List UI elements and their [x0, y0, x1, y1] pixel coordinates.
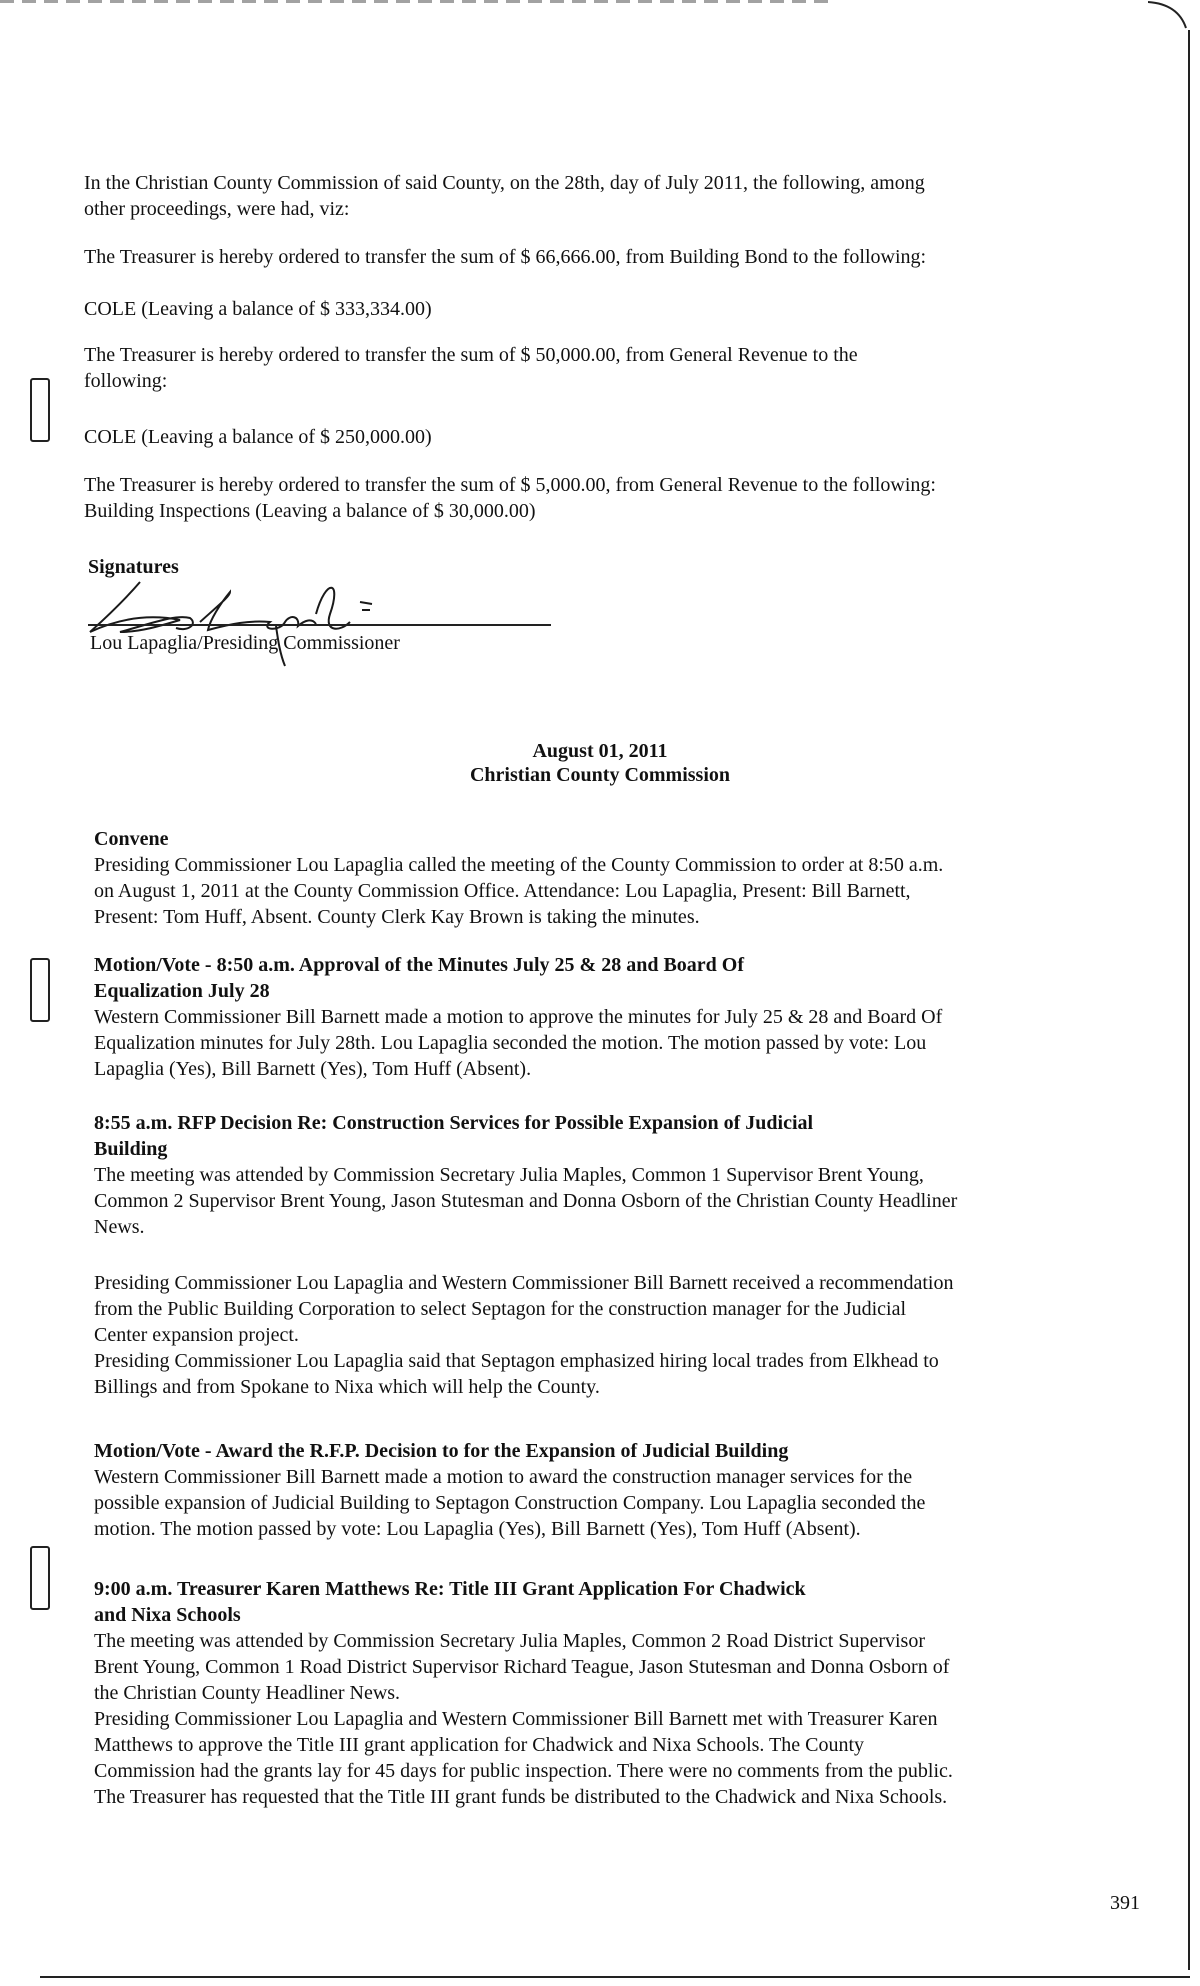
text-line: Billings and from Spokane to Nixa which will help the County.	[94, 1376, 600, 1398]
text-line: COLE (Leaving a balance of $ 250,000.00)	[84, 426, 432, 448]
section-convene	[94, 826, 943, 930]
transfer-balance	[84, 424, 432, 450]
text-line: Common 2 Supervisor Brent Young, Jason Stutesman and Donna Osborn of the Christian County Headliner	[94, 1190, 958, 1212]
text-line: Brent Young, Common 1 Road District Supervisor Richard Teague, Jason Stutesman and Donna Osborn of	[94, 1656, 950, 1678]
text-line: Present: Tom Huff, Absent. County Clerk Kay Brown is taking the minutes.	[94, 906, 700, 928]
binder-bracket	[30, 378, 50, 442]
text-line: Presiding Commissioner Lou Lapaglia and Western Commissioner Bill Barnett received a recommendation	[94, 1272, 954, 1294]
text-line: following:	[84, 370, 168, 392]
text-line: The Treasurer is hereby ordered to transfer the sum of $ 5,000.00, from General Revenue to the following:	[84, 474, 936, 496]
transfer-order	[84, 472, 936, 524]
section-heading: Motion/Vote - 8:50 a.m. Approval of the Minutes July 25 & 28 and Board Of	[94, 954, 745, 976]
section-heading: 8:55 a.m. RFP Decision Re: Construction Services for Possible Expansion of Judicial	[94, 1112, 814, 1134]
section-heading: Convene	[94, 828, 169, 850]
text-line: The meeting was attended by Commission Secretary Julia Maples, Common 1 Supervisor Brent Young,	[94, 1164, 924, 1186]
text-line: In the Christian County Commission of said County, on the 28th, day of July 2011, the following, among	[84, 172, 925, 194]
text-line: Western Commissioner Bill Barnett made a motion to approve the minutes for July 25 & 28 and Board Of	[94, 1006, 943, 1028]
text-line: Equalization minutes for July 28th. Lou Lapaglia seconded the motion. The motion passed by vote: Lou	[94, 1032, 927, 1054]
text-line: the Christian County Headliner News.	[94, 1682, 401, 1704]
text-line: Center expansion project.	[94, 1324, 299, 1346]
signature-caption: Lou Lapaglia/Presiding Commissioner	[90, 632, 400, 654]
section-rfp-decision	[94, 1110, 957, 1240]
text-line: The Treasurer is hereby ordered to transfer the sum of $ 66,666.00, from Building Bond to the following:	[84, 246, 927, 268]
intro-paragraph	[84, 170, 925, 222]
section-heading: Building	[94, 1138, 168, 1160]
text-line: The meeting was attended by Commission Secretary Julia Maples, Common 2 Road District Supervisor	[94, 1630, 925, 1652]
binder-bracket	[30, 958, 50, 1022]
page-right-edge	[1188, 30, 1190, 1970]
page-bottom-edge	[40, 1976, 1190, 1978]
signatures-heading: Signatures	[88, 556, 179, 578]
text-line: Presiding Commissioner Lou Lapaglia called the meeting of the County Commission to order at 8:50 a.m.	[94, 854, 944, 876]
text-line: COLE (Leaving a balance of $ 333,334.00)	[84, 298, 432, 320]
text-line: Presiding Commissioner Lou Lapaglia and Western Commissioner Bill Barnett met with Treasurer Karen	[94, 1708, 938, 1730]
transfer-balance	[84, 296, 432, 322]
text-line: from the Public Building Corporation to select Septagon for the construction manager for the Judicial	[94, 1298, 907, 1320]
text-line: Matthews to approve the Title III grant application for Chadwick and Nixa Schools. The County	[94, 1734, 865, 1756]
meeting-title: Christian County Commission	[469, 764, 731, 786]
scan-top-edge	[0, 0, 830, 3]
section-motion-minutes	[94, 952, 942, 1082]
text-line: motion. The motion passed by vote: Lou Lapaglia (Yes), Bill Barnett (Yes), Tom Huff (Absent).	[94, 1518, 861, 1540]
text-line: on August 1, 2011 at the County Commission Office. Attendance: Lou Lapaglia, Present: Bill Barnett,	[94, 880, 911, 902]
text-line: Western Commissioner Bill Barnett made a motion to award the construction manager services for the	[94, 1466, 913, 1488]
text-line: The Treasurer is hereby ordered to transfer the sum of $ 50,000.00, from General Revenue to the	[84, 344, 858, 366]
transfer-order	[84, 244, 926, 270]
section-treasurer	[94, 1576, 953, 1810]
text-line: Presiding Commissioner Lou Lapaglia said that Septagon emphasized hiring local trades from Elkhead to	[94, 1350, 939, 1372]
text-line: The Treasurer has requested that the Title III grant funds be distributed to the Chadwick and Nixa Schools.	[94, 1786, 948, 1808]
text-line: Lapaglia (Yes), Bill Barnett (Yes), Tom Huff (Absent).	[94, 1058, 532, 1080]
text-line: Commission had the grants lay for 45 days for public inspection. There were no comments from the public.	[94, 1760, 953, 1782]
meeting-date: August 01, 2011	[532, 740, 668, 762]
section-heading: Motion/Vote - Award the R.F.P. Decision to for the Expansion of Judicial Building	[94, 1440, 789, 1462]
text-line: Building Inspections (Leaving a balance of $ 30,000.00)	[84, 500, 536, 522]
section-rfp-paragraph	[94, 1270, 954, 1400]
section-heading: Equalization July 28	[94, 980, 270, 1002]
text-line: other proceedings, were had, viz:	[84, 198, 350, 220]
signature-line	[88, 624, 551, 626]
section-heading: and Nixa Schools	[94, 1604, 241, 1626]
page-number: 391	[1110, 1892, 1140, 1914]
section-heading: 9:00 a.m. Treasurer Karen Matthews Re: Title III Grant Application For Chadwick	[94, 1578, 806, 1600]
transfer-order	[84, 342, 858, 394]
page-corner-curl	[1148, 0, 1188, 30]
binder-bracket	[30, 1546, 50, 1610]
text-line: possible expansion of Judicial Building to Septagon Construction Company. Lou Lapaglia seconded the	[94, 1492, 926, 1514]
section-motion-award	[94, 1438, 925, 1542]
text-line: News.	[94, 1216, 145, 1238]
